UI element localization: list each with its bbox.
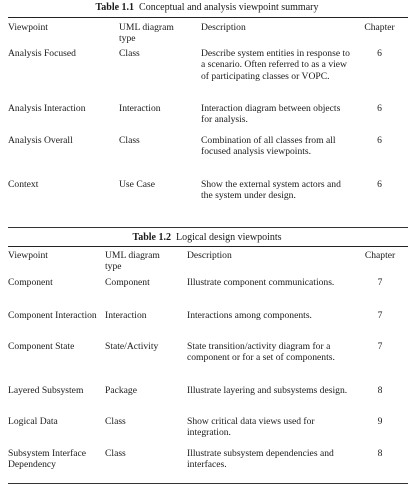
table-2-number: Table 1.2 xyxy=(132,232,171,243)
table-1-header-uml-type: UML diagram type xyxy=(119,22,174,45)
description-cell: Interactions among components. xyxy=(187,310,312,321)
table-row xyxy=(8,48,408,103)
chapter-cell: 6 xyxy=(377,103,382,114)
chapter-cell: 8 xyxy=(377,385,383,396)
description-cell: Show the external system actors and the system under design. xyxy=(201,179,341,202)
table-row xyxy=(8,416,408,448)
uml-type-cell: Class xyxy=(119,48,140,59)
chapter-cell: 6 xyxy=(377,135,382,146)
table-2-caption xyxy=(0,232,414,244)
chapter-cell: 7 xyxy=(377,277,383,288)
table-2-header-row xyxy=(8,250,408,277)
table-row xyxy=(8,103,408,135)
description-cell: Describe system entities in response to a scenario. Often referred to as a view of participating classes or VOPC. xyxy=(201,48,350,82)
viewpoint-cell: Subsystem Interface Dependency xyxy=(8,448,87,471)
table-2-header-description: Description xyxy=(187,250,232,261)
uml-type-cell: Class xyxy=(105,416,126,427)
viewpoint-cell: Component State xyxy=(8,341,75,352)
uml-type-cell: Class xyxy=(119,135,140,146)
uml-type-cell: Interaction xyxy=(105,310,147,321)
chapter-cell: 7 xyxy=(377,341,383,352)
uml-type-cell: Use Case xyxy=(119,179,155,190)
description-cell: Illustrate layering and subsystems design. xyxy=(187,385,348,396)
viewpoint-cell: Context xyxy=(8,179,39,190)
uml-type-cell: Interaction xyxy=(119,103,161,114)
table-row xyxy=(8,310,408,341)
description-cell: Combination of all classes from all focused analysis viewpoints. xyxy=(201,135,336,158)
description-cell: Show critical data views used for integration. xyxy=(187,416,315,439)
uml-type-cell: Class xyxy=(105,448,126,459)
uml-type-cell: Component xyxy=(105,277,150,288)
table-1-header-row xyxy=(8,22,408,48)
viewpoint-cell: Component Interaction xyxy=(8,310,97,321)
description-cell: Illustrate subsystem dependencies and interfaces. xyxy=(187,448,334,471)
chapter-cell: 6 xyxy=(377,179,382,190)
chapter-cell: 7 xyxy=(377,310,383,321)
table-1-top-rule xyxy=(8,17,408,18)
table-row xyxy=(8,341,408,385)
table-row xyxy=(8,448,408,474)
chapter-cell: 9 xyxy=(377,416,383,427)
uml-type-cell: Package xyxy=(105,385,137,396)
table-1-header-chapter: Chapter xyxy=(364,22,395,33)
table-2-top-rule xyxy=(8,246,408,247)
description-cell: Illustrate component communications. xyxy=(187,277,335,288)
table-2-header-chapter: Chapter xyxy=(364,250,396,261)
table-1-number: Table 1.1 xyxy=(95,2,135,13)
viewpoint-cell: Logical Data xyxy=(8,416,58,427)
table-row xyxy=(8,135,408,179)
table-2-header-viewpoint: Viewpoint xyxy=(8,250,48,261)
chapter-cell: 8 xyxy=(377,448,383,459)
table-1-header-viewpoint: Viewpoint xyxy=(8,22,48,33)
table-row xyxy=(8,385,408,416)
table-2-title: Logical design viewpoints xyxy=(175,232,282,243)
table-2-header-uml-type: UML diagram type xyxy=(105,250,160,273)
viewpoint-cell: Component xyxy=(8,277,53,288)
viewpoint-cell: Layered Subsystem xyxy=(8,385,84,396)
table-1-header-description: Description xyxy=(201,22,246,33)
viewpoint-cell: Analysis Interaction xyxy=(8,103,86,114)
chapter-cell: 6 xyxy=(377,48,382,59)
table-1 xyxy=(8,22,408,215)
viewpoint-cell: Analysis Overall xyxy=(8,135,73,146)
uml-type-cell: State/Activity xyxy=(105,341,159,352)
table-2 xyxy=(8,250,408,474)
description-cell: Interaction diagram between objects for analysis. xyxy=(201,103,341,126)
table-2-bottom-rule xyxy=(8,483,408,484)
table-1-bottom-rule xyxy=(8,227,408,228)
table-row xyxy=(8,277,408,310)
description-cell: State transition/activity diagram for a component or for a set of components. xyxy=(187,341,335,364)
table-1-title: Conceptual and analysis viewpoint summary xyxy=(139,2,319,13)
table-row xyxy=(8,179,408,215)
viewpoint-cell: Analysis Focused xyxy=(8,48,76,59)
table-1-caption xyxy=(0,2,414,14)
